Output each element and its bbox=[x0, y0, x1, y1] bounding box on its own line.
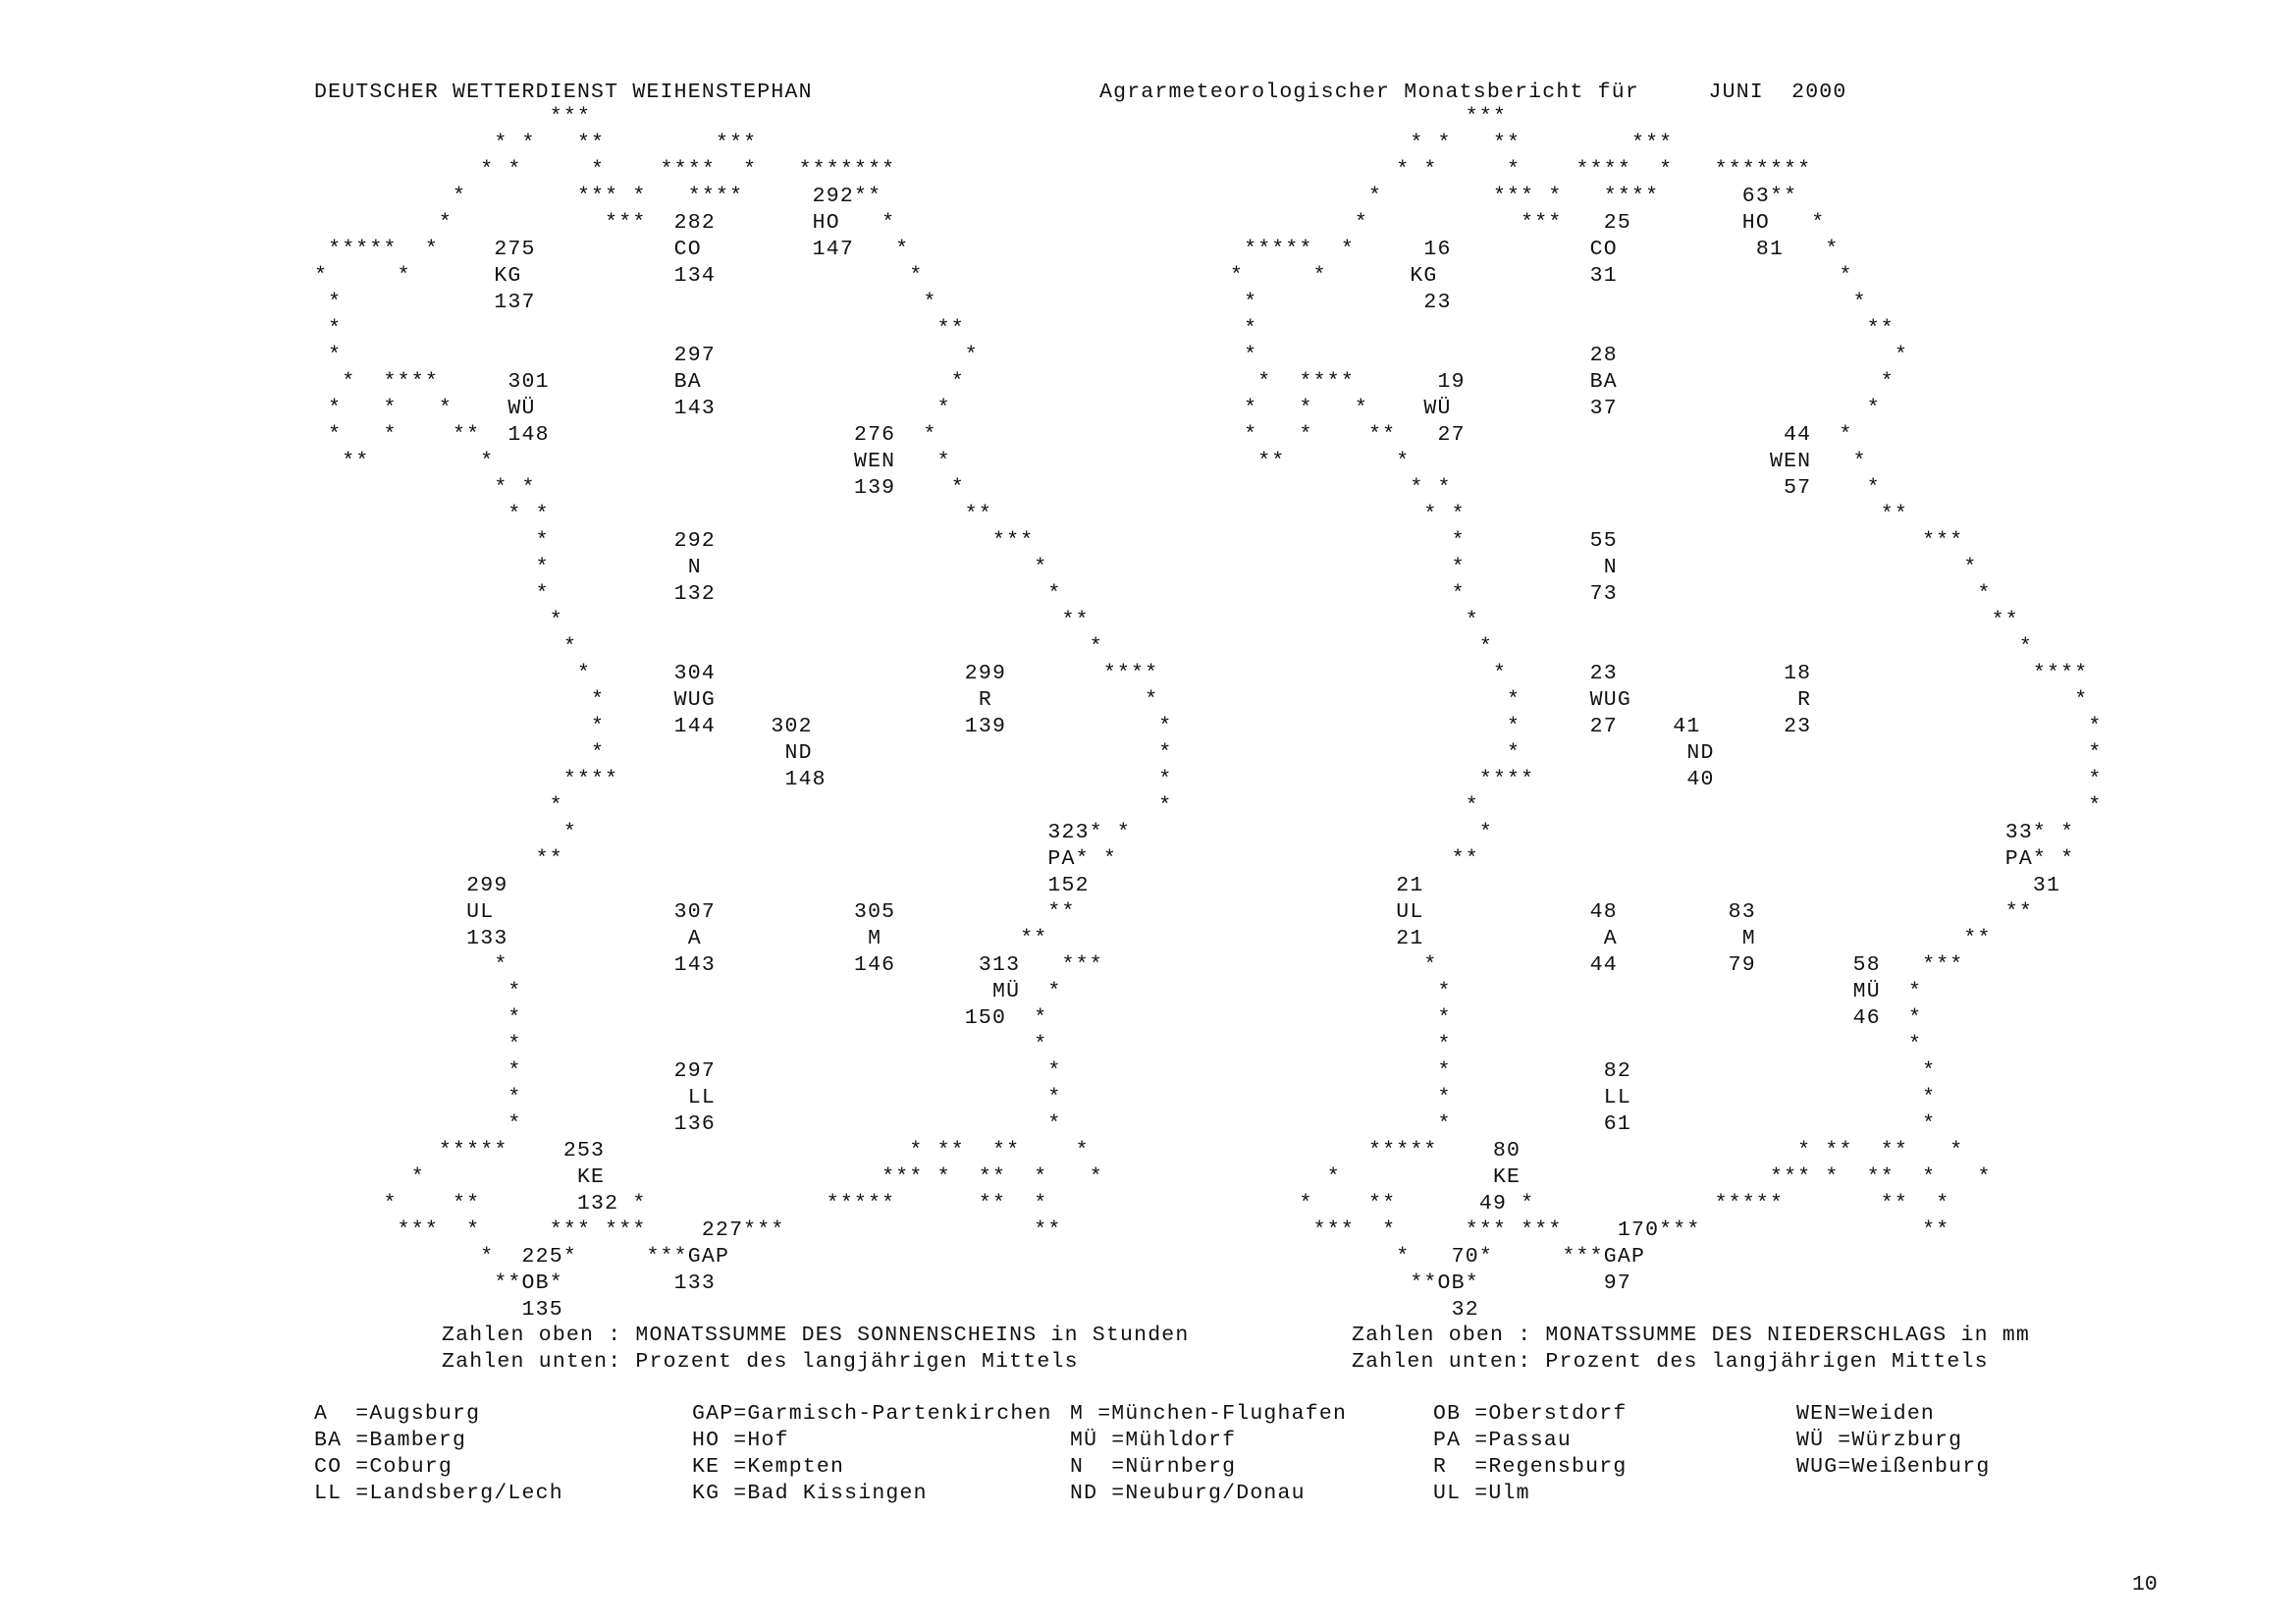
legend-item: HO =Hof bbox=[692, 1429, 789, 1452]
sunshine-caption: Zahlen oben : MONATSSUMME DES SONNENSCHEINS in Stunden Zahlen unten: Prozent des langjährigen Mittels bbox=[442, 1324, 1190, 1374]
legend-item: KE =Kempten bbox=[692, 1455, 845, 1479]
legend-column-3 bbox=[1070, 1401, 1433, 1507]
legend-item: BA =Bamberg bbox=[314, 1429, 467, 1452]
legend-item: M =München-Flughafen bbox=[1070, 1402, 1348, 1426]
legend-item: LL =Landsberg/Lech bbox=[314, 1482, 563, 1505]
legend-item: CO =Coburg bbox=[314, 1455, 454, 1479]
legend-item: UL =Ulm bbox=[1433, 1482, 1530, 1505]
precipitation-map: *** * * ** *** * * * **** * ******* * *** * **** 63** * *** 25 HO * ***** * 16 CO 81 * * * KG 31 * * 23 * * ** * 28 * * **** 19 BA * * * * WÜ 37 * * * ** 27 44 * ** * WEN * * * 57 * * * ** * 55 *** * N * * 73 * * ** * * * 23 18 **** * WUG R * * 27 41 23 * * ND * **** 40 * * * * 33* * ** PA* * 21 31 UL 48 83 ** 21 A M ** * 44 79 58 *** * MÜ * * 46 * * * * 82 * * LL * * 61 * ***** 80 * ** ** * * KE *** * ** * * * ** 49 * ***** ** * *** * *** *** 170*** ** * 70* ***GAP **OB* 97 32 bbox=[1230, 105, 2103, 1322]
legend-item: KG =Bad Kissingen bbox=[692, 1482, 928, 1505]
legend-column-5 bbox=[1796, 1401, 2160, 1507]
header-institution: DEUTSCHER WETTERDIENST WEIHENSTEPHAN bbox=[314, 81, 813, 104]
legend-item: OB =Oberstdorf bbox=[1433, 1402, 1628, 1426]
legend-item: WUG=Weißenburg bbox=[1796, 1455, 1991, 1479]
legend-item: WÜ =Würzburg bbox=[1796, 1429, 1963, 1452]
station-legend bbox=[314, 1401, 2179, 1507]
legend-item: PA =Passau bbox=[1433, 1429, 1573, 1452]
sunshine-map: *** * * ** *** * * * **** * ******* * *** * **** 292** * *** 282 HO * ***** * 275 CO 147 * * * KG 134 * * 137 * * ** * 297 * * **** 301 BA * * * * WÜ 143 * * * ** 148 276 * ** * WEN * * * 139 * * * ** * 292 *** * N * * 132 * * ** * * * 304 299 **** * WUG R * * 144 302 139 * * ND * **** 148 * * * * 323* * ** PA* * 299 152 UL 307 305 ** 133 A M ** * 143 146 313 *** * MÜ * * 150 * * * * 297 * * LL * * 136 * ***** 253 * ** ** * * KE *** * ** * * * ** 132 * ***** ** * *** * *** *** 227*** ** * 225* ***GAP **OB* 133 135 bbox=[314, 105, 1173, 1322]
legend-item: A =Augsburg bbox=[314, 1402, 481, 1426]
page-number: 10 bbox=[2132, 1573, 2158, 1596]
header-report-title: Agrarmeteorologischer Monatsbericht für JUNI 2000 bbox=[1099, 81, 1847, 104]
legend-item: GAP=Garmisch-Partenkirchen bbox=[692, 1402, 1052, 1426]
legend-item: N =Nürnberg bbox=[1070, 1455, 1237, 1479]
legend-item: WEN=Weiden bbox=[1796, 1402, 1936, 1426]
legend-item: MÜ =Mühldorf bbox=[1070, 1429, 1237, 1452]
legend-item: R =Regensburg bbox=[1433, 1455, 1628, 1479]
precipitation-caption: Zahlen oben : MONATSSUMME DES NIEDERSCHLAGS in mm Zahlen unten: Prozent des langjährigen Mittels bbox=[1352, 1324, 2031, 1374]
legend-column-1 bbox=[314, 1401, 692, 1507]
legend-column-4 bbox=[1433, 1401, 1796, 1507]
legend-column-2 bbox=[692, 1401, 1070, 1507]
legend-item: ND =Neuburg/Donau bbox=[1070, 1482, 1306, 1505]
